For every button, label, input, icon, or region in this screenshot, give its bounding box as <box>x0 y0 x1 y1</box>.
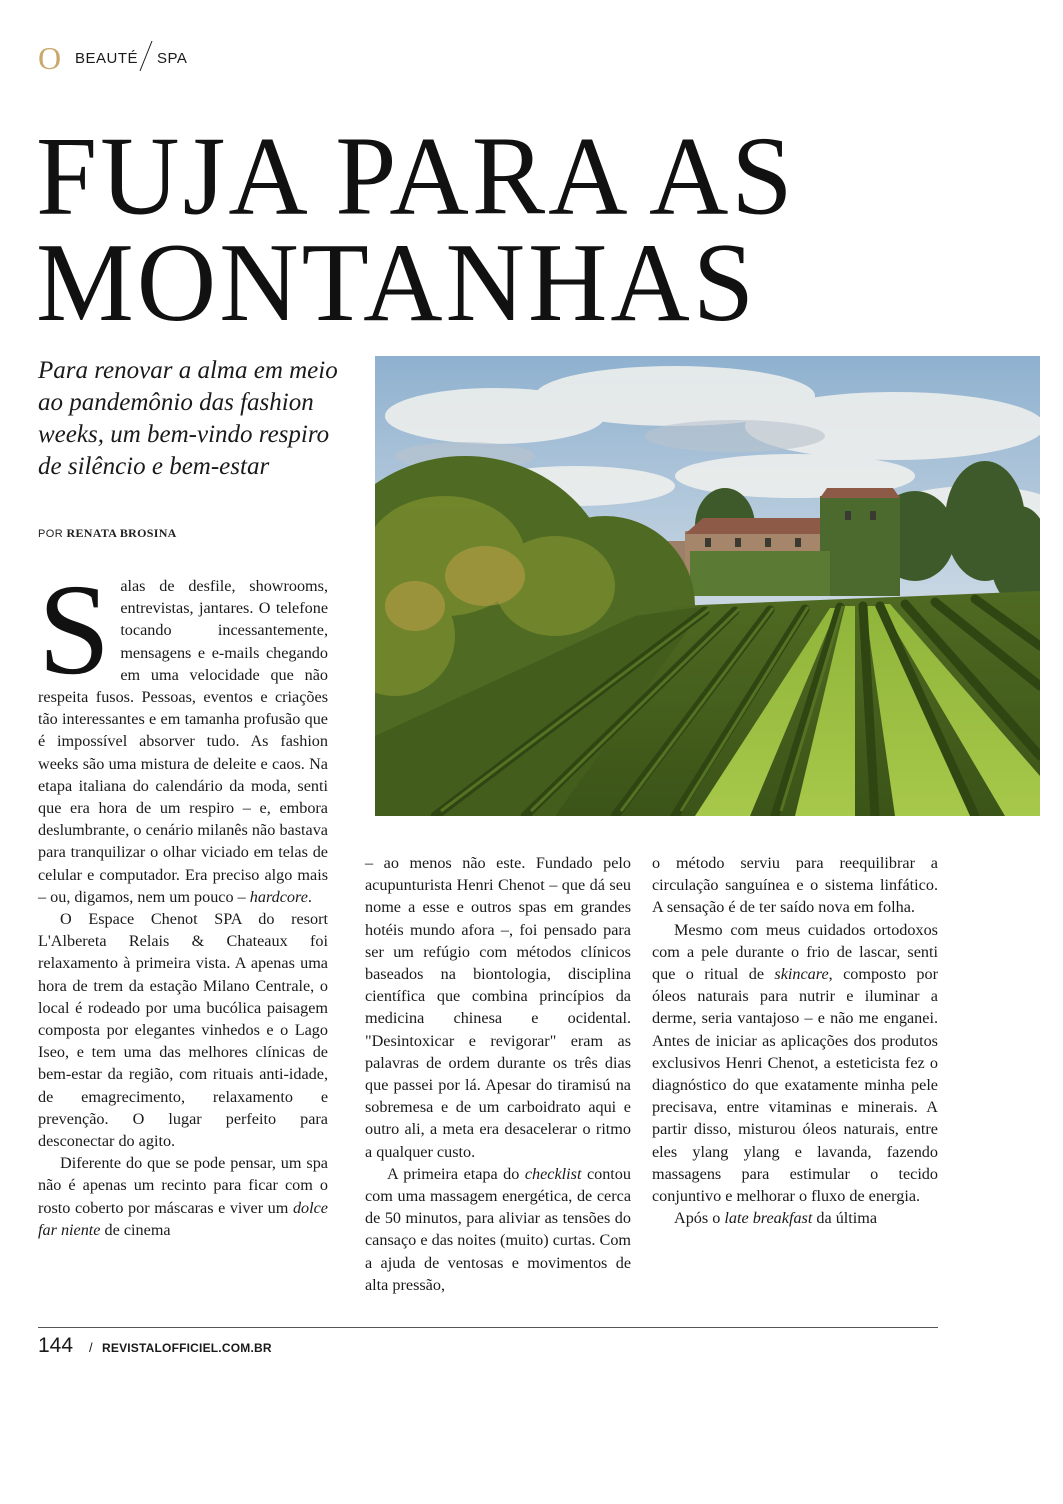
paragraph: – ao menos não este. Fundado pelo acupunturista Henri Chenot – que dá seu nome a esse e outros spas em grandes hotéis mundo afora –, foi pensado para ser um refúgio com métodos clínicos baseados na biontologia, disciplina científica que combina princípios da medicina chinesa e ocidental. "Desintoxicar e revigorar" eram as palavras de ordem durante os três dias que passei por lá. Apesar do tiramisú na sobremesa e de um carboidrato aqui e outro ali, a meta era desacelerar o ritmo a qualquer custo. <box>365 854 631 1161</box>
paragraph-text: alas de desfile, showrooms, entrevistas, jantares. O telefone tocando incessantemente, mensagens e e-mails chegando em uma velocidade que não respeita fusos. Pessoas, eventos e criações tão interessantes e em tamanha profusão que é impossível absorver tudo. As fashion weeks são uma mistura de deleite e caos. Na etapa italiana do calendário da moda, senti que era hora de um respiro – e, embora deslumbrante, o cenário milanês não bastava para tranquilizar o olhar viciado em telas de celular e computador. Era preciso algo mais – ou, digamos, nem um pouco – <box>38 577 328 906</box>
paragraph-text: A primeira etapa do <box>387 1164 525 1183</box>
paragraph: o método serviu para reequilibrar a circulação sanguínea e o sistema linfático. A sensação é de ter saído nova em folha. <box>652 854 938 917</box>
page-title <box>36 113 996 345</box>
subsection-label: SPA <box>157 50 188 67</box>
paragraph <box>38 558 328 908</box>
headline-line-1: FUJA PARA AS <box>36 113 796 239</box>
paragraph-text-end: . <box>307 887 312 906</box>
paragraph-text-end: , composto por óleos naturais para nutrir e iluminar a derme, seria vantajoso – e não me enganei. Antes de iniciar as aplicações dos produtos exclusivos Henri Chenot, a esteticista fez o diagnóstico do que exatamente minha pele precisava, entre vitaminas e minerais. A partir disso, misturou óleos naturais, entre eles ylang ylang e lavanda, fazendo massagens para estimular o tecido conjuntivo e melhorar o fluxo de energia. <box>652 965 938 1206</box>
slash-divider-icon <box>139 40 153 72</box>
article-column-2 <box>365 852 631 1296</box>
emphasis: late breakfast <box>724 1209 813 1228</box>
article-column-3 <box>652 852 938 1229</box>
byline <box>38 526 177 541</box>
emphasis: dolce far niente <box>38 1198 328 1239</box>
paragraph <box>652 919 938 1208</box>
vineyard-photo <box>375 356 1040 816</box>
paragraph <box>38 1152 328 1241</box>
website-label: REVISTALOFFICIEL.COM.BR <box>102 1341 272 1355</box>
section-label: BEAUTÉ <box>75 50 139 67</box>
emphasis: skincare <box>774 965 829 984</box>
emphasis: hardcore <box>249 887 308 906</box>
paragraph <box>365 1163 631 1296</box>
article-lede: Para renovar a alma em meio ao pandemônio das fashion weeks, um bem-vindo respiro de silêncio e bem-estar <box>38 357 338 480</box>
paragraph-text: Diferente do que se pode pensar, um spa não é apenas um recinto para ficar com o rosto coberto por máscaras e viver um <box>38 1154 328 1217</box>
magazine-logo: O <box>38 40 62 76</box>
paragraph <box>652 1207 938 1229</box>
paragraph-text-end: da última <box>812 1209 878 1228</box>
author-name: RENATA BROSINA <box>66 526 177 540</box>
footer-divider <box>38 1327 938 1328</box>
paragraph-text-end: contou com uma massagem energética, de cerca de 50 minutos, para aliviar as tensões do cansaço e das noites (muito) curtas. Com a ajuda de ventosas e movimentos de alta pressão, <box>365 1164 631 1294</box>
page-number: 144 <box>38 1334 74 1357</box>
article-column-1 <box>38 558 328 1241</box>
paragraph-text: Após o <box>674 1209 725 1228</box>
dropcap: S <box>38 558 111 702</box>
headline-line-2: MONTANHAS <box>36 219 757 345</box>
paragraph: O Espace Chenot SPA do resort L'Albereta Relais & Chateaux foi relaxamento à primeira vista. A apenas uma hora de trem da estação Milano Centrale, o local é rodeado por uma bucólica paisagem composta por elegantes vinhedos e o Lago Iseo, e tem uma das melhores clínicas de bem-estar da região, com rituais anti-idade, de emagrecimento, relaxamento e prevenção. O lugar perfeito para desconectar do agito. <box>38 910 328 1151</box>
byline-prefix: POR <box>38 528 64 540</box>
paragraph-text-end: de cinema <box>100 1220 171 1239</box>
footer-separator: / <box>89 1340 93 1355</box>
emphasis: checklist <box>524 1164 582 1183</box>
paragraph-text: Mesmo com meus cuidados ortodoxos com a pele durante o frio de lascar, senti que o ritual de <box>652 920 938 984</box>
